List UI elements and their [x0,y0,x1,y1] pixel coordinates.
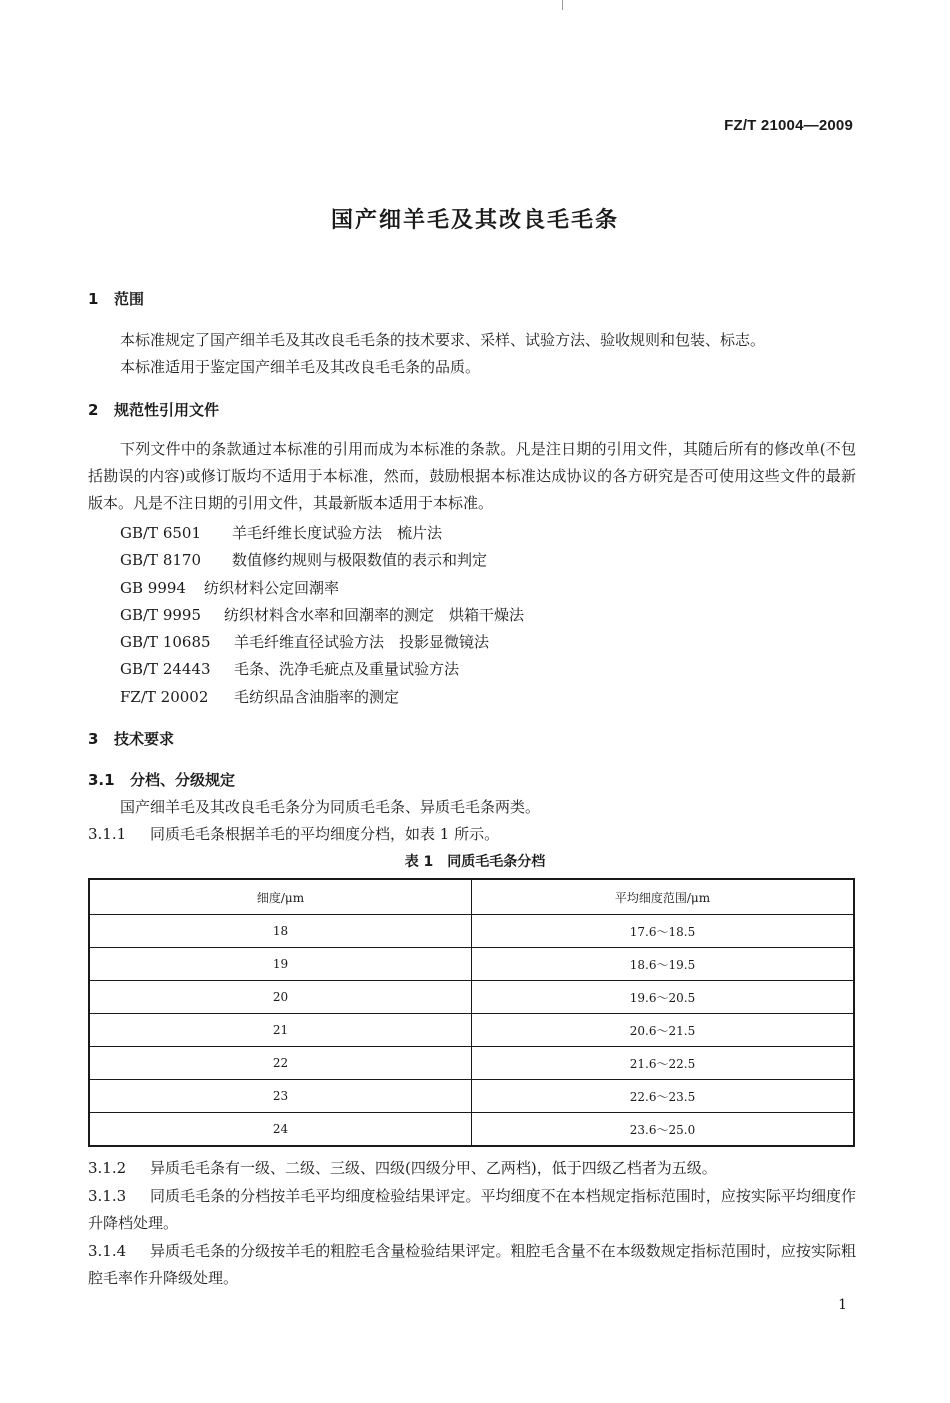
reference-code: GB/T 9995 [120,606,202,624]
clause-number: 3.1.4 [88,1242,127,1260]
section-2-heading [88,399,219,420]
reference-title: 羊毛纤维直径试验方法 投影显微镜法 [234,633,490,651]
clause-number: 3.1.2 [88,1159,127,1177]
document-title: 国产细羊毛及其改良毛毛条 [330,208,619,233]
reference-item [120,549,487,570]
section-number: 1 [88,290,99,308]
table-cell: 17.6～18.5 [472,915,855,948]
clause-text: 异质毛毛条有一级、二级、三级、四级(四级分甲、乙两档)，低于四级乙档者为五级。 [150,1159,717,1177]
reference-title: 纺织材料公定回潮率 [204,579,340,597]
table-cell: 23 [89,1080,472,1113]
reference-item [120,604,524,625]
clause-number: 3.1.1 [88,825,127,843]
table-cell: 19 [89,948,472,981]
reference-item [120,686,399,707]
reference-code: GB 9994 [120,579,186,597]
page-number: 1 [838,1297,847,1313]
paragraph: 本标准规定了国产细羊毛及其改良毛毛条的技术要求、采样、试验方法、验收规则和包装、标志。 [120,331,766,349]
column-header-fineness: 细度/μm [89,879,472,915]
reference-item [120,522,442,543]
table-row [89,1014,854,1047]
table-cell: 18 [89,915,472,948]
clause-3-1-4 [88,1238,856,1292]
reference-item [120,631,489,652]
reference-item [120,577,339,598]
subsection-number: 3.1 [88,771,115,789]
clause-text: 同质毛毛条的分档按羊毛平均细度检验结果评定。平均细度不在本档规定指标范围时，应按实际平均细度作升降档处理。 [88,1187,856,1232]
section-number: 3 [88,730,99,748]
paragraph: 本标准适用于鉴定国产细羊毛及其改良毛毛条的品质。 [120,358,481,376]
reference-code: GB/T 10685 [120,633,211,651]
reference-code: GB/T 24443 [120,660,211,678]
reference-item [120,658,459,679]
reference-title: 毛纺织品含油脂率的测定 [234,688,400,706]
table-cell: 22.6～23.5 [472,1080,855,1113]
table-header-row [89,879,854,915]
section-title: 技术要求 [114,730,175,748]
clause-text: 异质毛毛条的分级按羊毛的粗腔毛含量检验结果评定。粗腔毛含量不在本级数规定指标范围时，应按实际粗腔毛率作升降级处理。 [88,1242,856,1287]
table-cell: 23.6～25.0 [472,1113,855,1147]
standard-code: FZ/T 21004—2009 [724,117,853,134]
section-1-heading [88,288,144,309]
table-row [89,981,854,1014]
table-cell: 24 [89,1113,472,1147]
clause-3-1-2 [88,1155,856,1182]
table-caption: 表 1 同质毛毛条分档 [404,854,546,870]
column-header-range: 平均细度范围/μm [472,879,855,915]
table-row [89,1080,854,1113]
paragraph: 国产细羊毛及其改良毛毛条分为同质毛毛条、异质毛毛条两类。 [120,798,541,816]
table-cell: 21.6～22.5 [472,1047,855,1080]
table-cell: 21 [89,1014,472,1047]
reference-title: 数值修约规则与极限数值的表示和判定 [232,551,488,569]
table-row [89,1113,854,1147]
references-intro: 下列文件中的条款通过本标准的引用而成为本标准的条款。凡是注日期的引用文件，其随后所有的修改单(不包括勘误的内容)或修订版均不适用于本标准，然而，鼓励根据本标准达成协议的各方研究是否可使用这些文件的最新版本。凡是不注日期的引用文件，其最新版本适用于本标准。 [88,440,856,512]
table-cell: 18.6～19.5 [472,948,855,981]
reference-title: 羊毛纤维长度试验方法 梳片法 [232,524,443,542]
reference-code: GB/T 8170 [120,551,202,569]
table-row [89,915,854,948]
subsection-title: 分档、分级规定 [130,771,236,789]
clause-3-1-1 [88,823,499,844]
subsection-3-1-heading [88,769,235,790]
table-cell: 20.6～21.5 [472,1014,855,1047]
section-title: 范围 [114,290,145,308]
reference-code: GB/T 6501 [120,524,202,542]
table-cell: 19.6～20.5 [472,981,855,1014]
fineness-grade-table [88,878,855,1147]
table-cell: 20 [89,981,472,1014]
section-number: 2 [88,401,99,419]
table-cell: 22 [89,1047,472,1080]
clause-text: 同质毛毛条根据羊毛的平均细度分档，如表 1 所示。 [150,825,500,843]
reference-title: 纺织材料含水率和回潮率的测定 烘箱干燥法 [224,606,525,624]
clause-number: 3.1.3 [88,1187,127,1205]
clause-3-1-3 [88,1183,856,1237]
table-row [89,948,854,981]
section-3-heading [88,728,174,749]
section-title: 规范性引用文件 [114,401,220,419]
reference-title: 毛条、洗净毛疵点及重量试验方法 [234,660,460,678]
table-row [89,1047,854,1080]
reference-code: FZ/T 20002 [120,688,209,706]
scan-artifact [562,0,563,10]
